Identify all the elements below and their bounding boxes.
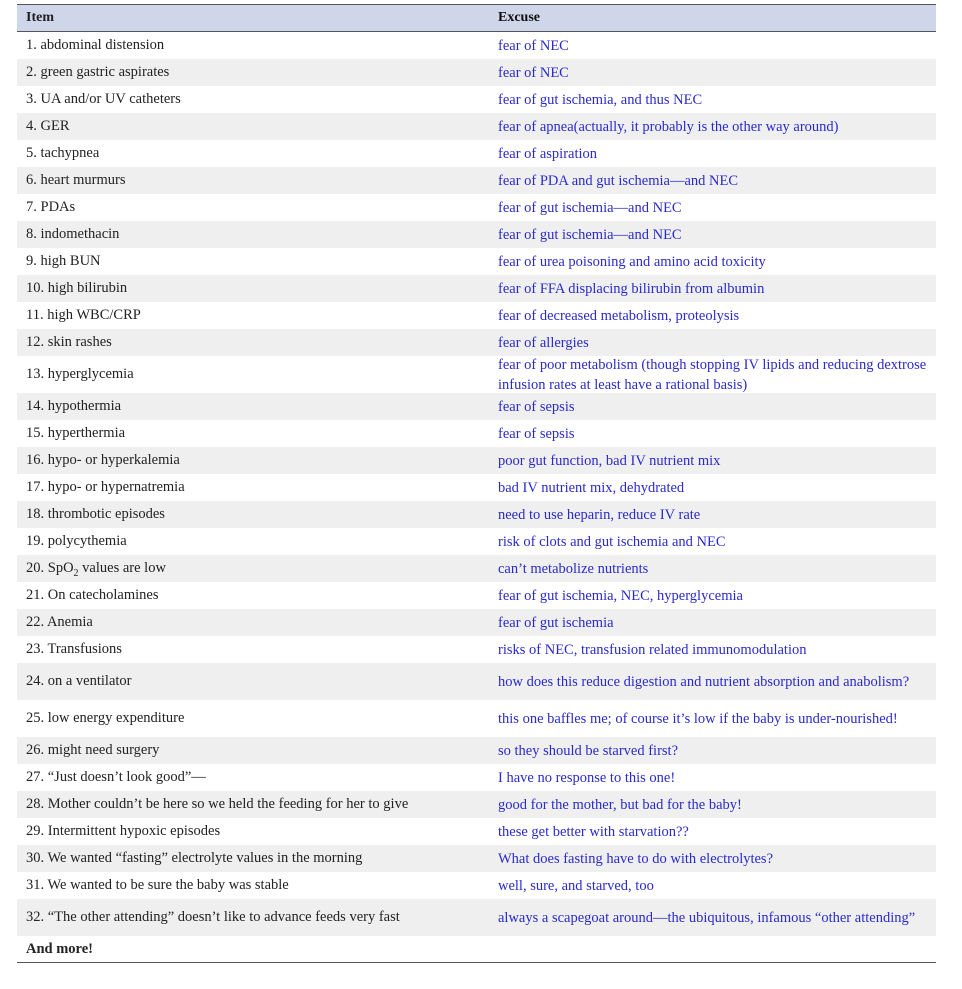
excuse-cell: how does this reduce digestion and nutrient absorption and anabolism? [498, 673, 910, 690]
item-text: 20. SpO [26, 560, 74, 576]
table-row [17, 221, 936, 248]
excuse-cell: risk of clots and gut ischemia and NEC [498, 533, 726, 550]
excuses-table [17, 4, 936, 963]
table-row [17, 501, 936, 528]
item-cell: 28. Mother couldn’t be here so we held the feeding for her to give [26, 796, 409, 812]
item-cell: 22. Anemia [26, 614, 93, 630]
excuse-cell: I have no response to this one! [498, 769, 676, 786]
item-cell: 9. high BUN [26, 253, 101, 269]
excuse-cell: fear of aspiration [498, 145, 598, 162]
table-row [17, 636, 936, 663]
excuse-cell: fear of NEC [498, 64, 569, 81]
header-excuse: Excuse [498, 10, 540, 25]
item-cell: 15. hyperthermia [26, 425, 126, 441]
excuse-cell: fear of poor metabolism (though stopping IV lipids and reducing dextrose infusion rates at least have a rational basis) [498, 356, 927, 393]
excuse-cell: risks of NEC, transfusion related immunomodulation [498, 641, 807, 658]
table-body [17, 32, 936, 936]
table-row [17, 393, 936, 420]
excuse-cell: so they should be starved first? [498, 742, 679, 759]
excuse-cell: fear of allergies [498, 334, 589, 351]
excuse-cell: What does fasting have to do with electrolytes? [498, 850, 774, 867]
item-cell: 17. hypo- or hypernatremia [26, 479, 185, 495]
item-cell: 4. GER [26, 118, 70, 134]
table-row [17, 356, 936, 393]
table-row [17, 528, 936, 555]
footer-text: And more! [26, 940, 93, 957]
item-cell: 18. thrombotic episodes [26, 506, 165, 522]
excuse-cell: fear of decreased metabolism, proteolysis [498, 307, 740, 324]
item-cell: 6. heart murmurs [26, 172, 126, 188]
table-row [17, 899, 936, 936]
item-cell: 24. on a ventilator [26, 673, 132, 689]
item-cell: 30. We wanted “fasting” electrolyte values in the morning [26, 850, 363, 866]
table-row [17, 32, 936, 59]
item-subscript: 2 [73, 567, 79, 579]
item-cell: 11. high WBC/CRP [26, 307, 141, 323]
excuse-cell: fear of urea poisoning and amino acid toxicity [498, 253, 766, 270]
table-row [17, 818, 936, 845]
table-footer [17, 936, 936, 962]
table-row [17, 764, 936, 791]
excuse-cell: fear of sepsis [498, 398, 575, 415]
item-cell: 10. high bilirubin [26, 280, 128, 296]
excuse-cell: this one baffles me; of course it’s low if the baby is under-nourished! [498, 710, 898, 727]
excuse-cell: well, sure, and starved, too [498, 877, 654, 894]
item-cell: 23. Transfusions [26, 641, 122, 657]
excuse-cell: need to use heparin, reduce IV rate [498, 506, 701, 523]
table-row [17, 700, 936, 737]
excuse-cell: fear of gut ischemia [498, 614, 614, 631]
item-cell: 16. hypo- or hyperkalemia [26, 452, 180, 468]
excuse-cell: fear of PDA and gut ischemia—and NEC [498, 172, 739, 189]
excuse-cell: fear of sepsis [498, 425, 575, 442]
item-cell: 7. PDAs [26, 199, 76, 215]
item-cell: 1. abdominal distension [26, 37, 165, 53]
excuse-cell: fear of gut ischemia, NEC, hyperglycemia [498, 587, 743, 604]
table-row [17, 86, 936, 113]
table-row [17, 582, 936, 609]
table-row [17, 474, 936, 501]
excuse-cell: fear of gut ischemia, and thus NEC [498, 91, 703, 108]
table-row [17, 140, 936, 167]
item-cell: 26. might need surgery [26, 742, 160, 758]
item-cell: 3. UA and/or UV catheters [26, 91, 181, 107]
item-cell: 31. We wanted to be sure the baby was stable [26, 877, 289, 893]
excuse-cell: fear of apnea(actually, it probably is the other way around) [498, 118, 839, 135]
table-row [17, 167, 936, 194]
excuse-cell: fear of gut ischemia—and NEC [498, 199, 682, 216]
excuse-cell: fear of gut ischemia—and NEC [498, 226, 682, 243]
table-row [17, 447, 936, 474]
table-row [17, 59, 936, 86]
table-header [17, 5, 936, 32]
item-cell: 12. skin rashes [26, 334, 112, 350]
item-cell: 14. hypothermia [26, 398, 122, 414]
table-row [17, 194, 936, 221]
item-cell: 13. hyperglycemia [26, 366, 134, 382]
table-row [17, 791, 936, 818]
excuse-cell: these get better with starvation?? [498, 823, 689, 840]
excuse-cell: always a scapegoat around—the ubiquitous, infamous “other attending” [498, 909, 916, 926]
table-row [17, 609, 936, 636]
item-cell [17, 560, 487, 577]
item-text-suffix: values are low [78, 560, 166, 576]
item-cell: 2. green gastric aspirates [26, 64, 170, 80]
item-cell: 5. tachypnea [26, 145, 100, 161]
excuse-cell: bad IV nutrient mix, dehydrated [498, 479, 685, 496]
item-cell: 21. On catecholamines [26, 587, 159, 603]
table-row [17, 845, 936, 872]
table-row [17, 275, 936, 302]
table-row [17, 555, 936, 582]
item-cell: 19. polycythemia [26, 533, 127, 549]
table-row [17, 302, 936, 329]
excuse-cell: can’t metabolize nutrients [498, 560, 649, 577]
item-cell: 25. low energy expenditure [26, 710, 185, 726]
table-row [17, 248, 936, 275]
table-row [17, 329, 936, 356]
table-row [17, 420, 936, 447]
header-item: Item [26, 10, 54, 25]
table-row [17, 663, 936, 700]
item-cell: 27. “Just doesn’t look good”— [26, 769, 206, 785]
item-cell: 29. Intermittent hypoxic episodes [26, 823, 221, 839]
excuse-cell: poor gut function, bad IV nutrient mix [498, 452, 721, 469]
item-cell: 8. indomethacin [26, 226, 120, 242]
item-cell: 32. “The other attending” doesn’t like to advance feeds very fast [26, 909, 400, 925]
excuse-cell: fear of FFA displacing bilirubin from albumin [498, 280, 765, 297]
excuse-cell: good for the mother, but bad for the baby! [498, 796, 742, 813]
table-row [17, 872, 936, 899]
excuse-cell: fear of NEC [498, 37, 569, 54]
table-row [17, 737, 936, 764]
table-row [17, 113, 936, 140]
